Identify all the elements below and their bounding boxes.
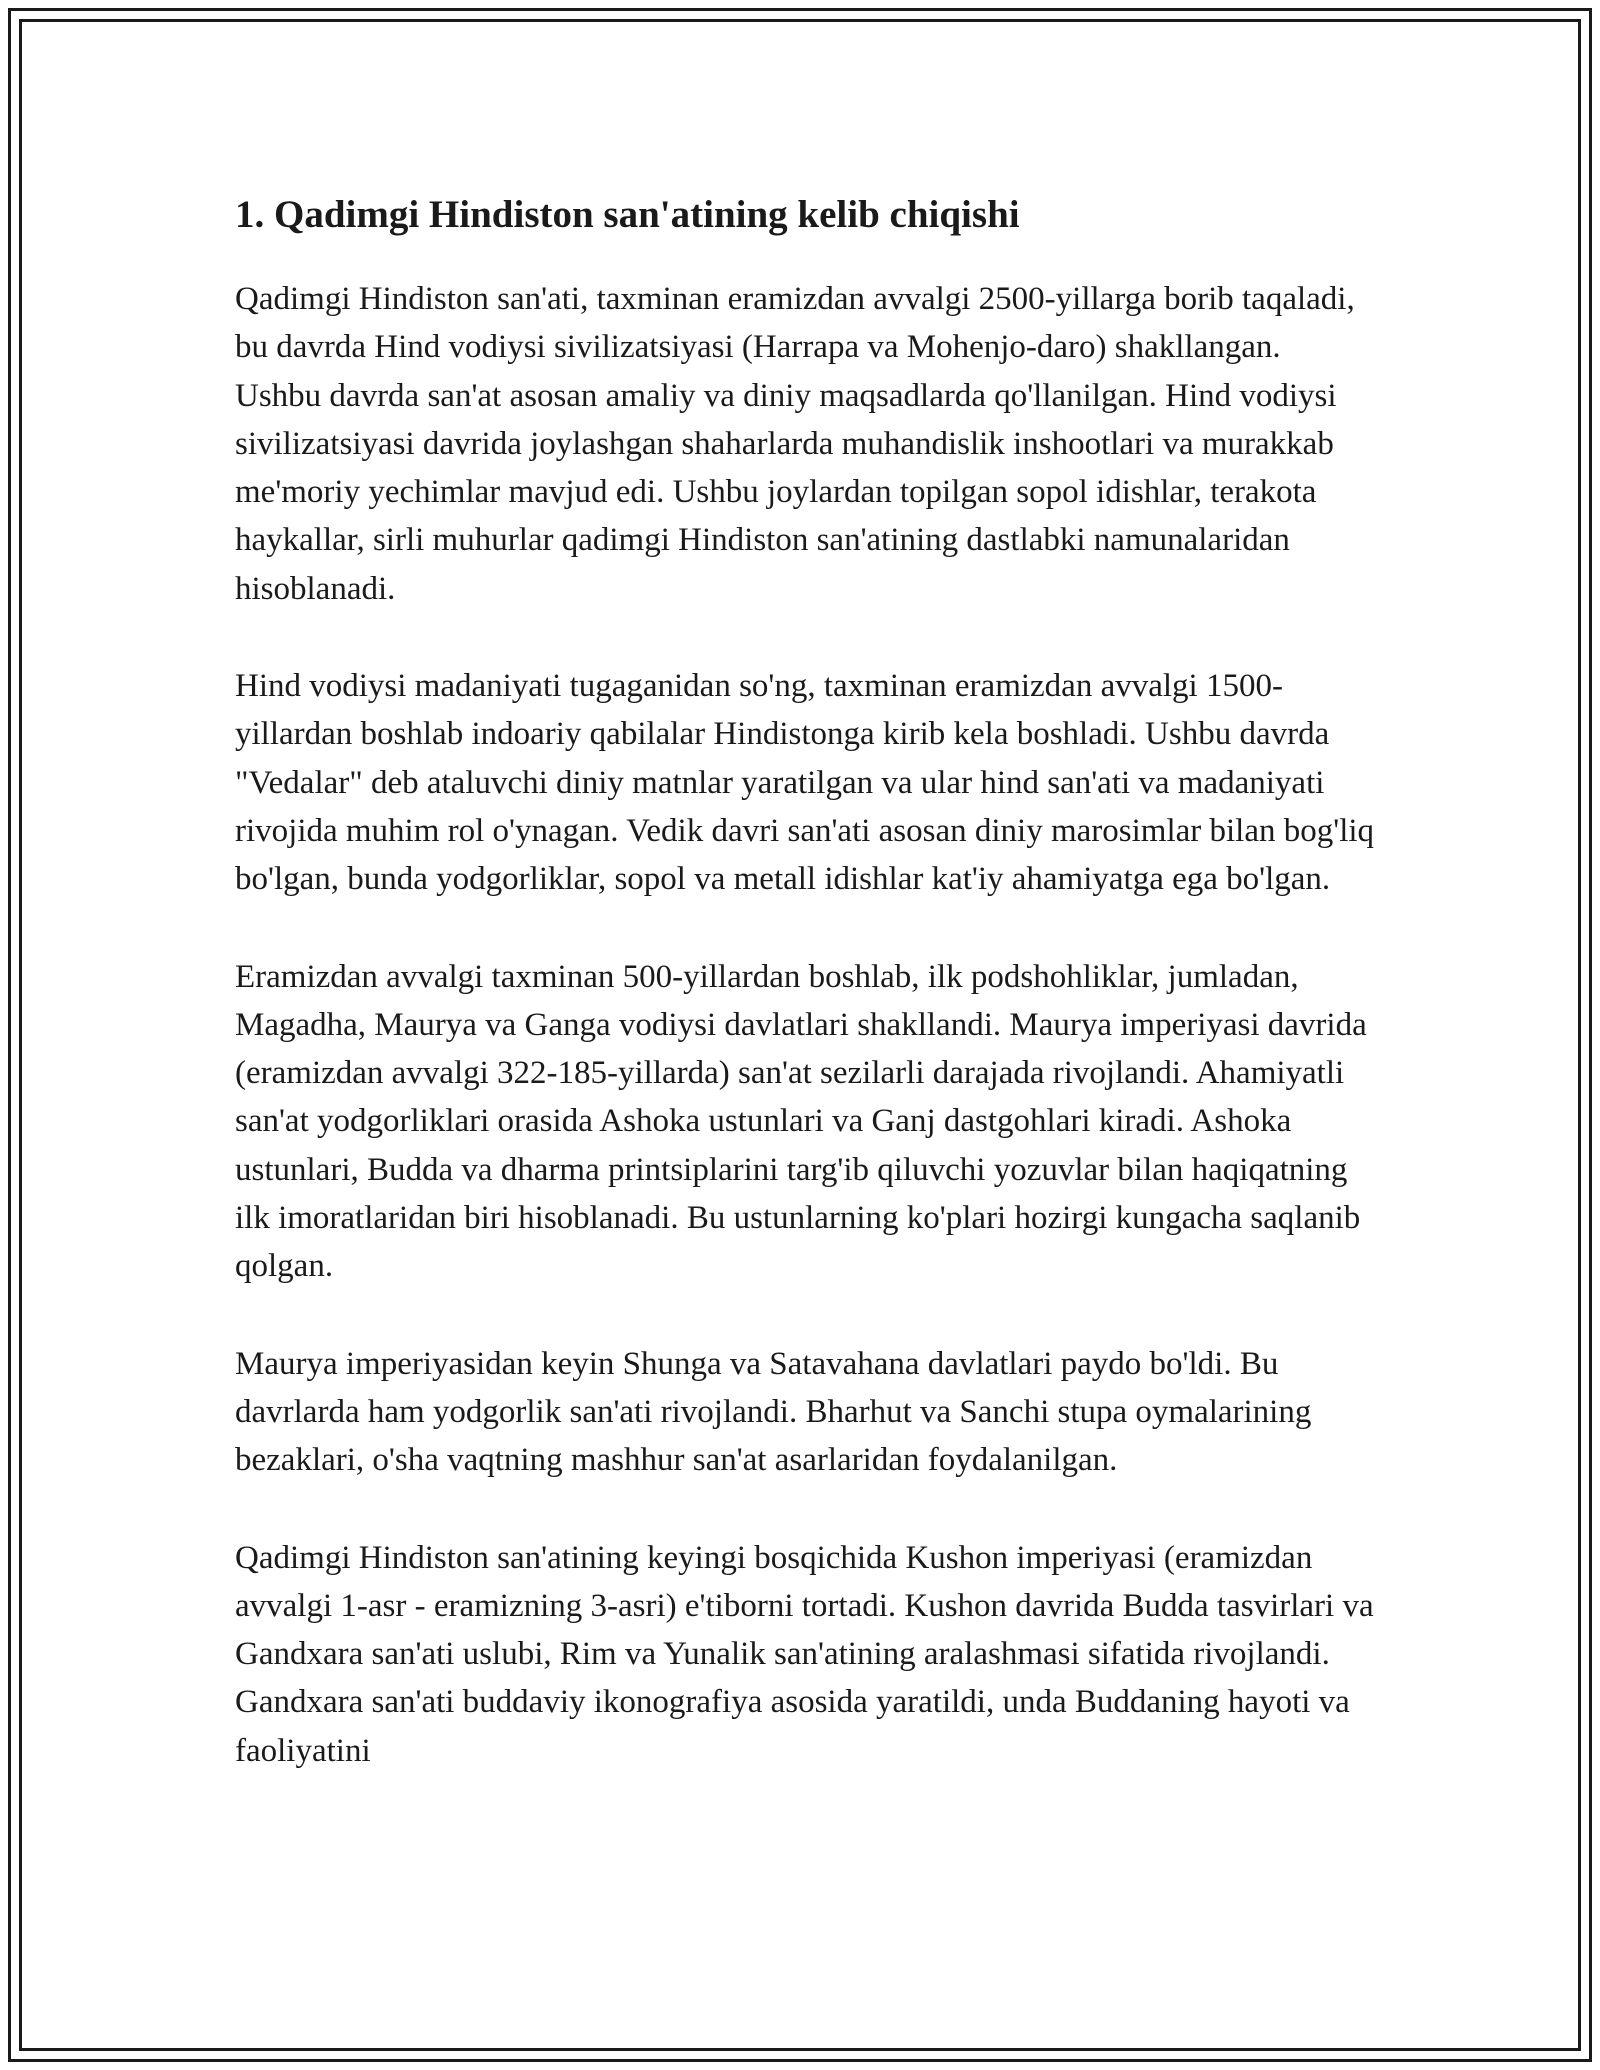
- section-heading: 1. Qadimgi Hindiston san'atining kelib chiqishi: [235, 193, 1020, 236]
- paragraph: Eramizdan avvalgi taxminan 500-yillardan boshlab, ilk podshohliklar, jumladan, Magadha, Maurya va Ganga vodiysi davlatlari shakllandi. Maurya imperiyasi davrida (eramizdan avvalgi 322-185-yillarda) san'at sezilarli darajada rivojlandi. Ahamiyatli san'at yodgorliklari orasida Ashoka ustunlari va Ganj dastgohlari kiradi. Ashoka ustunlari, Budda va dharma printsiplarini targ'ib qiluvchi yozuvlar bilan haqiqatning ilk imoratlaridan biri hisoblanadi. Bu ustunlarning ko'plari hozirgi kungacha saqlanib qolgan.: [235, 958, 1367, 1285]
- paragraph: Hind vodiysi madaniyati tugaganidan so'ng, taxminan eramizdan avvalgi 1500-yillardan boshlab indoariy qabilalar Hindistonga kirib kela boshladi. Ushbu davrda "Vedalar" deb ataluvchi diniy matnlar yaratilgan va ular hind san'ati va madaniyati rivojida muhim rol o'ynagan. Vedik davri san'ati asosan diniy marosimlar bilan bog'liq bo'lgan, bunda yodgorliklar, sopol va metall idishlar kat'iy ahamiyatga ega bo'lgan.: [235, 668, 1375, 898]
- paragraph: Qadimgi Hindiston san'atining keyingi bosqichida Kushon imperiyasi (eramizdan avvalgi 1-asr - eramizning 3-asri) e'tiborni tortadi. Kushon davrida Budda tasvirlari va Gandxara san'ati uslubi, Rim va Yunalik san'atining aralashmasi sifatida rivojlandi. Gandxara san'ati buddaviy ikonografiya asosida yaratildi, unda Buddaning hayoti va faoliyatini: [235, 1539, 1374, 1769]
- document-body: [235, 185, 1375, 1824]
- paragraph: Maurya imperiyasidan keyin Shunga va Satavahana davlatlari paydo bo'ldi. Bu davrlarda ham yodgorlik san'ati rivojlandi. Bharhut va Sanchi stupa oymalarining bezaklari, o'sha vaqtning mashhur san'at asarlaridan foydalanilgan.: [235, 1345, 1312, 1479]
- paragraph: Qadimgi Hindiston san'ati, taxminan eramizdan avvalgi 2500-yillarga borib taqaladi, bu davrda Hind vodiysi sivilizatsiyasi (Harrapa va Mohenjo-daro) shakllangan. Ushbu davrda san'at asosan amaliy va diniy maqsadlarda qo'llanilgan. Hind vodiysi sivilizatsiyasi davrida joylashgan shaharlarda muhandislik inshootlari va murakkab me'moriy yechimlar mavjud edi. Ushbu joylardan topilgan sopol idishlar, terakota haykallar, sirli muhurlar qadimgi Hindiston san'atining dastlabki namunalaridan hisoblanadi.: [235, 281, 1355, 607]
